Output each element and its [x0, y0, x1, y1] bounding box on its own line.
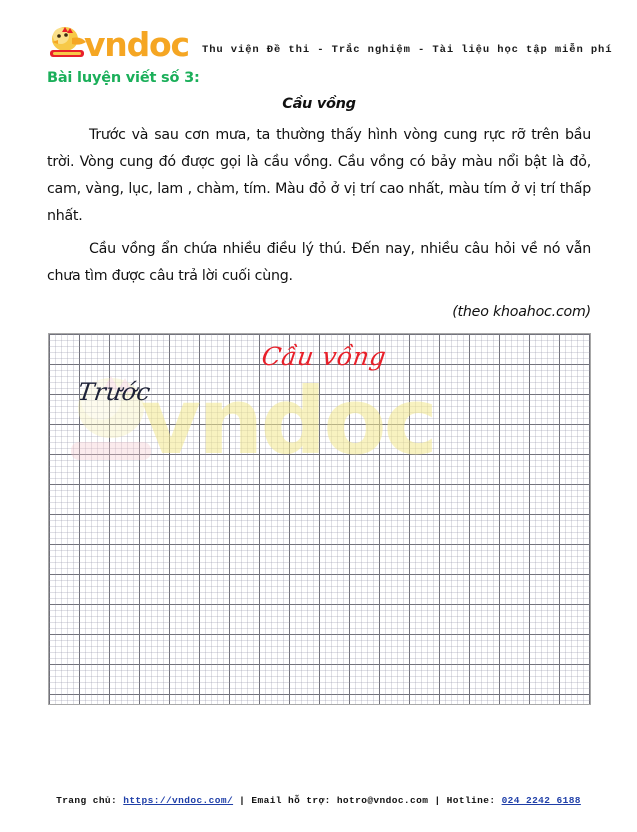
footer-separator-2: | [434, 795, 441, 806]
logo-wordmark: vndoc [84, 25, 189, 64]
header-tagline: Thu viện Đề thi - Trắc nghiệm - Tài liệu học tập miễn phí [202, 44, 613, 56]
vndoc-logo[interactable] [46, 24, 194, 68]
article-title: Cầu vồng [282, 96, 356, 112]
watermark-wordmark: vndoc [141, 368, 436, 475]
footer-home-link[interactable]: https://vndoc.com/ [123, 795, 234, 806]
page-footer [0, 795, 637, 806]
footer-hotline-value[interactable]: 024 2242 6188 [501, 795, 581, 806]
article-body [47, 96, 591, 320]
article-paragraph-1: Trước và sau cơn mưa, ta thường thấy hình vòng cung rực rỡ trên bầu trời. Vòng cung đó được gọi là cầu vồng. Cầu vồng có bảy màu nổi bật là đỏ, cam, vàng, lục, lam , chàm, tím. Màu đỏ ở vị trí cao nhất, màu tím ở vị trí thấp nhất. [47, 127, 591, 224]
page-header [46, 24, 613, 68]
handwriting-sample-title: Cầu vồng [259, 342, 389, 371]
article-source: (theo khoahoc.com) [452, 304, 591, 320]
article-paragraph-2: Cầu vồng ẩn chứa nhiều điều lý thú. Đến nay, nhiều câu hỏi về nó vẫn chưa tìm được câu trả lời cuối cùng. [47, 241, 591, 284]
footer-email-value[interactable]: hotro@vndoc.com [336, 795, 429, 806]
footer-home-label: Trang chủ: [56, 795, 118, 806]
footer-separator-1: | [239, 795, 246, 806]
handwriting-sample-word: Trước [76, 378, 153, 406]
footer-email-label: Email hỗ trợ: [251, 795, 331, 806]
section-title: Bài luyện viết số 3: [47, 70, 200, 86]
footer-hotline-label: Hotline: [446, 795, 496, 806]
